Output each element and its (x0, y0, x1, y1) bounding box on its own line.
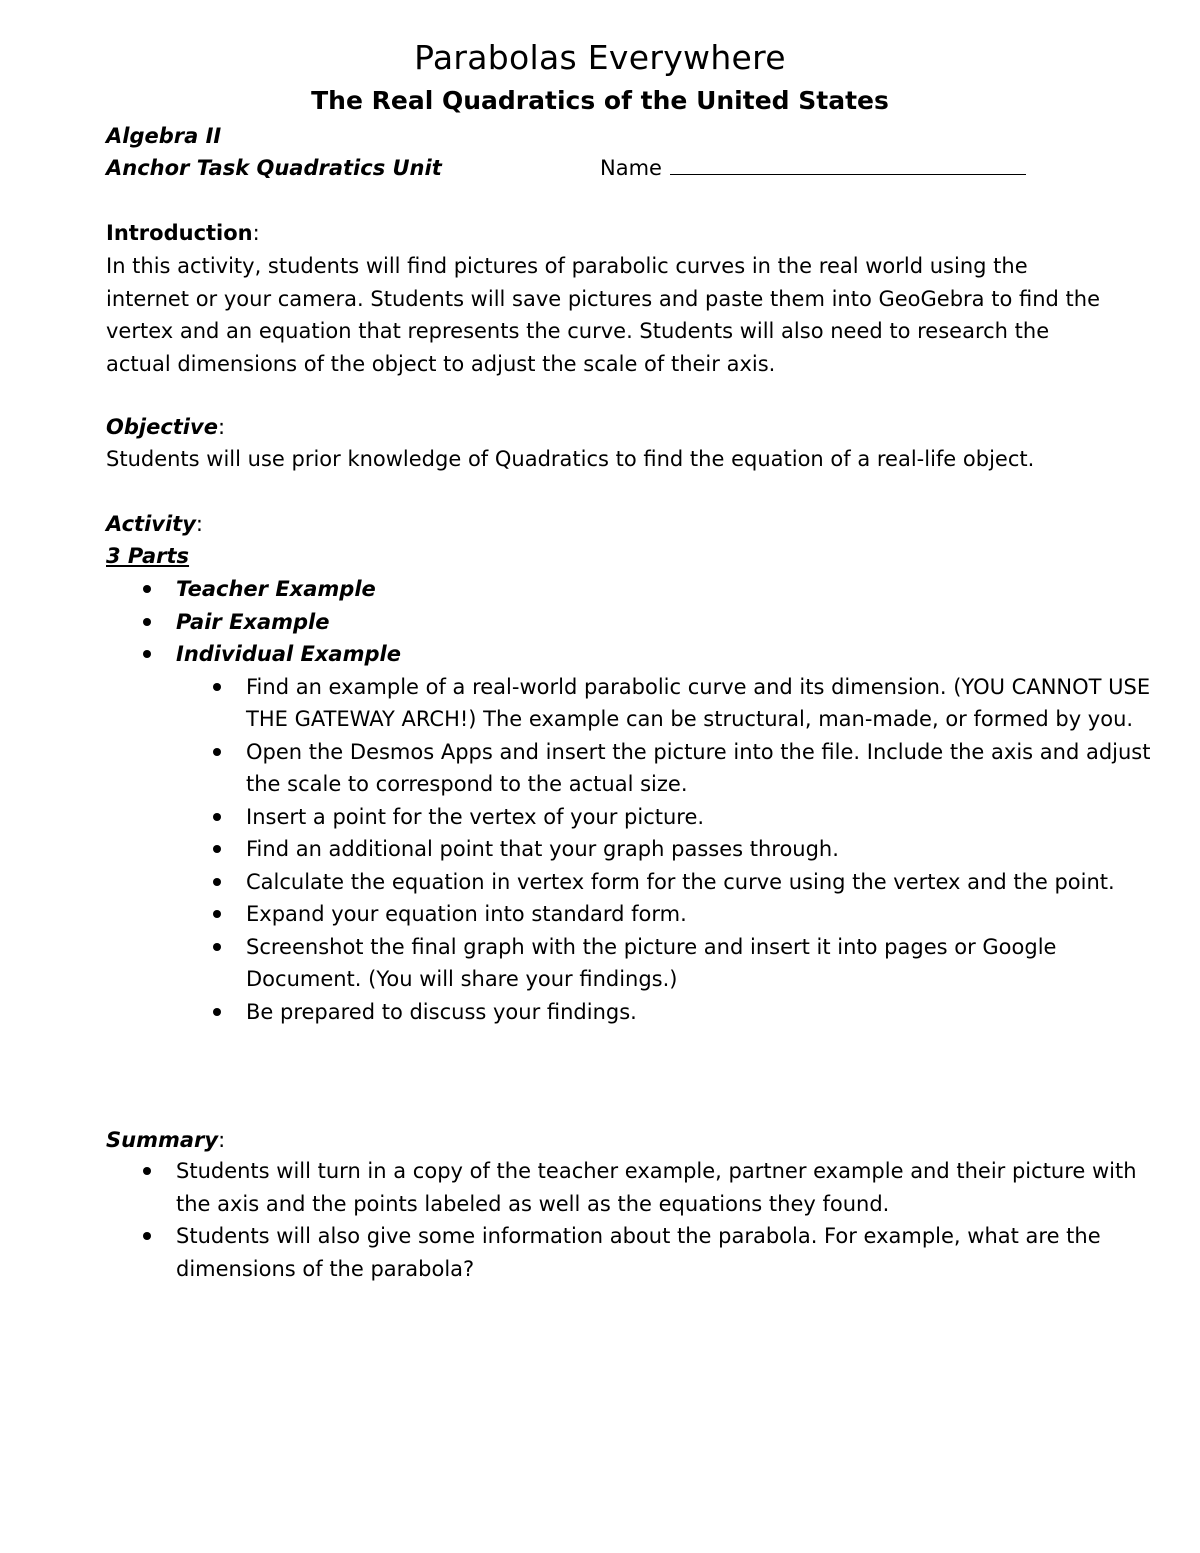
list-item: Find an additional point that your graph passes through. (246, 833, 1176, 866)
name-label: Name (600, 156, 662, 180)
summary-list (106, 1155, 1176, 1285)
objective-text: Students will use prior knowledge of Quadratics to find the equation of a real-life object. (106, 447, 1035, 471)
individual-example-label: Individual Example (176, 642, 401, 666)
list-item: Open the Desmos Apps and insert the picture into the file. Include the axis and adjust the scale to correspond to the actual size. (246, 736, 1176, 801)
list-item: Teacher Example (176, 573, 1176, 606)
summary-heading: Summary (106, 1128, 219, 1152)
course-label: Algebra II (106, 124, 222, 148)
summary-heading-line: Summary: (106, 1128, 226, 1152)
activity-heading: Activity (106, 512, 196, 536)
list-item: Students will turn in a copy of the teacher example, partner example and their picture with the axis and the points labeled as well as the equations they found. (176, 1155, 1176, 1220)
page-title: Parabolas Everywhere (414, 38, 786, 77)
name-blank-line (670, 152, 1026, 175)
activity-parts-list (106, 573, 1176, 1028)
list-item: Screenshot the final graph with the picture and insert it into pages or Google Document. (You will share your findings.) (246, 931, 1176, 996)
page-subtitle: The Real Quadratics of the United States (311, 86, 889, 115)
introduction-text: In this activity, students will find pictures of parabolic curves in the real world using the internet or your camera. Students will save pictures and paste them into GeoGebra to find the vertex and an equation that represents the curve. Students will also need to research the actual dimensions of the object to adjust the scale of their axis. (106, 254, 1100, 376)
unit-label: Anchor Task Quadratics Unit (106, 156, 442, 180)
introduction-heading-line: Introduction: (106, 221, 260, 245)
name-field (600, 152, 1026, 185)
list-item: Find an example of a real-world parabolic curve and its dimension. (YOU CANNOT USE THE GATEWAY ARCH!) The example can be structural, man-made, or formed by you. (246, 671, 1176, 736)
list-item: Insert a point for the vertex of your picture. (246, 801, 1176, 834)
objective-heading: Objective (106, 415, 218, 439)
list-item: Calculate the equation in vertex form for the curve using the vertex and the point. (246, 866, 1176, 899)
introduction-heading: Introduction (106, 221, 253, 245)
list-item: Pair Example (176, 606, 1176, 639)
activity-heading-line: Activity: (106, 512, 203, 536)
individual-steps-list (176, 671, 1176, 1029)
objective-heading-line: Objective: (106, 415, 226, 439)
list-item: Be prepared to discuss your findings. (246, 996, 1176, 1029)
list-item: Students will also give some information about the parabola. For example, what are the dimensions of the parabola? (176, 1220, 1176, 1285)
list-item: Expand your equation into standard form. (246, 898, 1176, 931)
activity-parts-label: 3 Parts (106, 544, 190, 568)
list-item (176, 638, 1176, 1028)
